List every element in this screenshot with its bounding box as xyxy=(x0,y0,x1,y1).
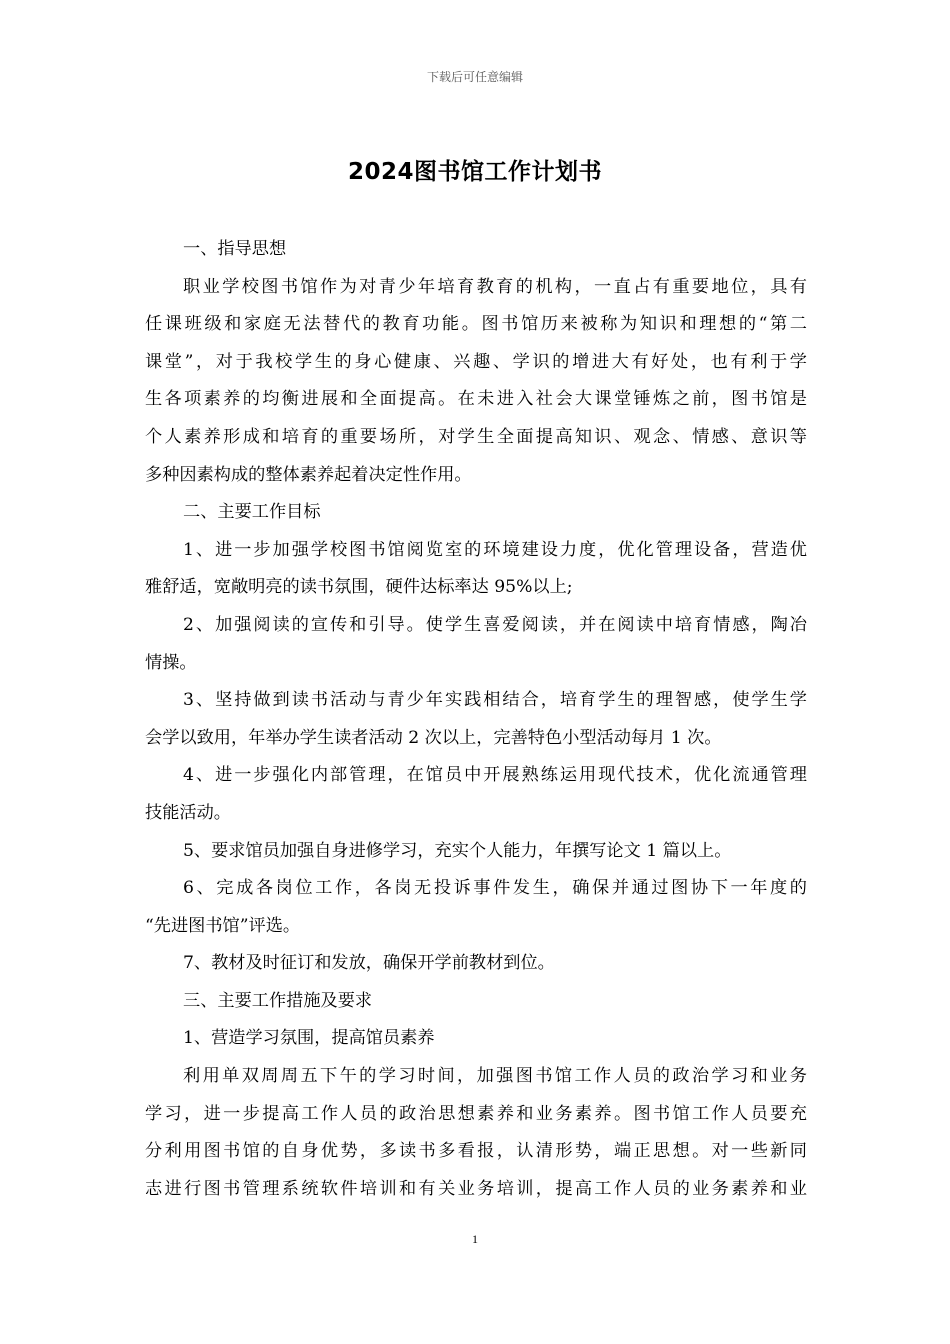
text-line: 6、完成各岗位工作，各岗无投诉事件发生，确保并通过图协下一年度的 xyxy=(183,878,807,899)
text-line: 学习，进一步提高工作人员的政治思想素养和业务素养。图书馆工作人员要充 xyxy=(145,1103,807,1124)
page-number: 1 xyxy=(472,1232,478,1246)
text-line: 志进行图书管理系统软件培训和有关业务培训，提高工作人员的业务素养和业 xyxy=(145,1178,807,1199)
text-line: “先进图书馆”评选。 xyxy=(145,915,301,936)
text-line: 1、进一步加强学校图书馆阅览室的环境建设力度，优化管理设备，营造优 xyxy=(183,539,807,560)
document-body xyxy=(145,231,807,1208)
text-line: 课堂”，对于我校学生的身心健康、兴趣、学识的增进大有好处，也有利于学 xyxy=(145,351,807,372)
text-line: 4、进一步强化内部管理，在馆员中开展熟练运用现代技术，优化流通管理 xyxy=(183,765,807,786)
text-line: 7、教材及时征订和发放，确保开学前教材到位。 xyxy=(183,953,555,974)
document-title: 2024图书馆工作计划书 xyxy=(347,159,602,185)
text-line: 个人素养形成和培育的重要场所，对学生全面提高知识、观念、情感、意识等 xyxy=(145,426,807,447)
text-line: 雅舒适，宽敞明亮的读书氛围，硬件达标率达 95%以上; xyxy=(145,577,573,598)
text-line: 会学以致用，年举办学生读者活动 2 次以上，完善特色小型活动每月 1 次。 xyxy=(145,727,722,748)
text-line: 职业学校图书馆作为对青少年培育教育的机构，一直占有重要地位，具有 xyxy=(183,276,807,297)
text-line: 生各项素养的均衡进展和全面提高。在未进入社会大课堂锤炼之前，图书馆是 xyxy=(145,389,807,410)
text-line: 任课班级和家庭无法替代的教育功能。图书馆历来被称为知识和理想的“第二 xyxy=(145,314,807,335)
text-line: 分利用图书馆的自身优势，多读书多看报，认清形势，端正思想。对一些新同 xyxy=(145,1141,807,1162)
text-line: 利用单双周周五下午的学习时间，加强图书馆工作人员的政治学习和业务 xyxy=(183,1066,807,1087)
text-line: 3、坚持做到读书活动与青少年实践相结合，培育学生的理智感，使学生学 xyxy=(183,690,807,711)
text-line: 多种因素构成的整体素养起着决定性作用。 xyxy=(145,464,472,485)
text-line: 技能活动。 xyxy=(145,802,231,823)
text-line: 1、营造学习氛围，提高馆员素养 xyxy=(183,1028,435,1049)
text-line: 情操。 xyxy=(145,652,197,673)
text-line: 5、要求馆员加强自身进修学习，充实个人能力，年撰写论文 1 篇以上。 xyxy=(183,840,732,861)
text-line: 2、加强阅读的宣传和引导。使学生喜爱阅读，并在阅读中培育情感，陶冶 xyxy=(183,614,807,635)
text-line: 三、主要工作措施及要求 xyxy=(183,990,373,1011)
header-note: 下载后可任意编辑 xyxy=(426,70,523,84)
text-line: 一、指导思想 xyxy=(183,239,287,259)
text-line: 二、主要工作目标 xyxy=(183,502,321,523)
